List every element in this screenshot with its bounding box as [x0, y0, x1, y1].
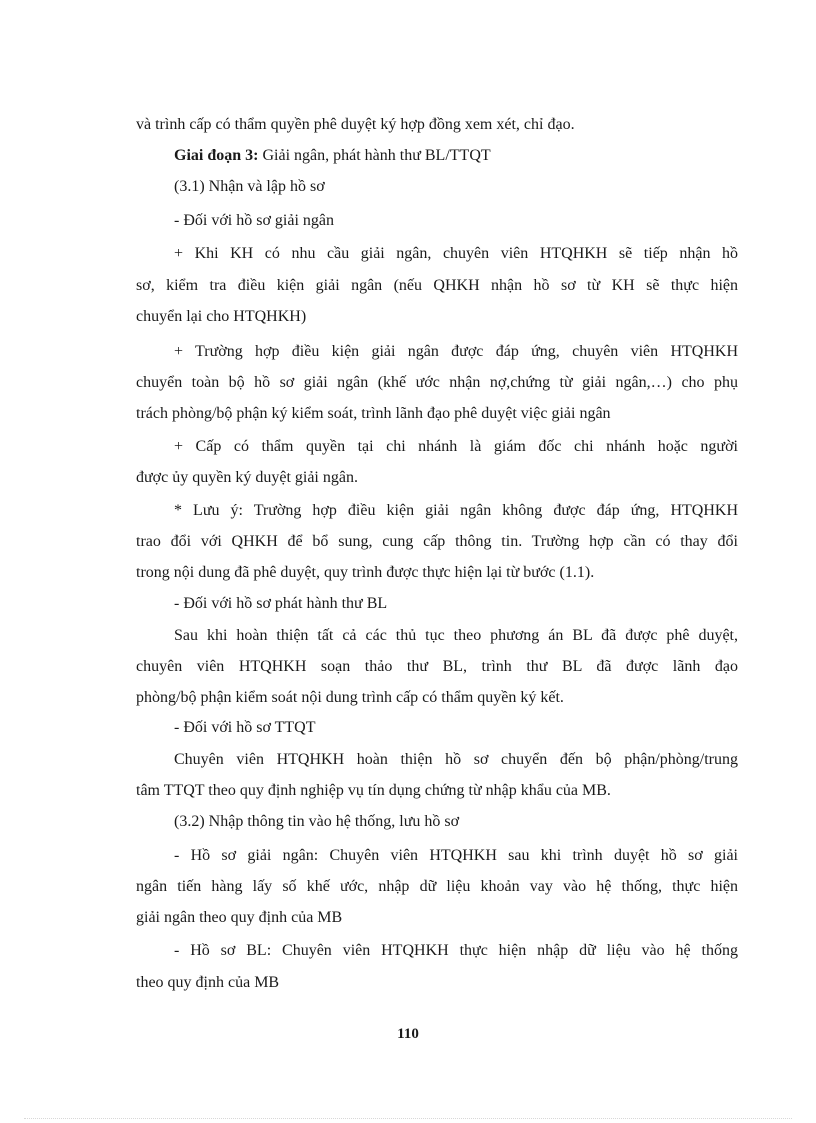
page-number: 110: [397, 1026, 419, 1042]
text-line: chuyên viên HTQHKH soạn thảo thư BL, trình thư BL đã được lãnh đạo: [136, 658, 738, 675]
text-line: Sau khi hoàn thiện tất cả các thủ tục theo phương án BL đã được phê duyệt,: [174, 627, 738, 644]
text-line: chuyển lại cho HTQHKH): [136, 308, 307, 325]
list-item: - Đối với hồ sơ TTQT: [174, 719, 316, 736]
text-line: Chuyên viên HTQHKH hoàn thiện hồ sơ chuyển đến bộ phận/phòng/trung: [174, 751, 738, 768]
stage-label: Giai đoạn 3:: [174, 147, 259, 164]
list-item: - Đối với hồ sơ phát hành thư BL: [174, 595, 388, 612]
text-line: được ủy quyền ký duyệt giải ngân.: [136, 469, 358, 486]
text-line: + Trường hợp điều kiện giải ngân được đáp ứng, chuyên viên HTQHKH: [174, 343, 738, 360]
page-divider: [24, 1118, 792, 1119]
text-line: trong nội dung đã phê duyệt, quy trình được thực hiện lại từ bước (1.1).: [136, 564, 595, 581]
list-item: - Đối với hồ sơ giải ngân: [174, 212, 335, 229]
text-line: tâm TTQT theo quy định nghiệp vụ tín dụng chứng từ nhập khẩu của MB.: [136, 782, 611, 799]
text-line: chuyển toàn bộ hồ sơ giải ngân (khế ước nhận nợ,chứng từ giải ngân,…) cho phụ: [136, 374, 738, 391]
text-line: và trình cấp có thẩm quyền phê duyệt ký hợp đồng xem xét, chỉ đạo.: [136, 116, 575, 133]
text-line: phòng/bộ phận kiểm soát nội dung trình cấp có thẩm quyền ký kết.: [136, 689, 564, 706]
section-heading: (3.1) Nhận và lập hồ sơ: [174, 178, 325, 195]
stage-heading: [174, 146, 738, 166]
text-line: trao đổi với QHKH để bổ sung, cung cấp thông tin. Trường hợp cần có thay đổi: [136, 533, 738, 550]
list-item: - Hồ sơ BL: Chuyên viên HTQHKH thực hiện nhập dữ liệu vào hệ thống: [174, 942, 738, 959]
text-line: giải ngân theo quy định của MB: [136, 909, 343, 926]
text-line: sơ, kiểm tra điều kiện giải ngân (nếu QHKH nhận hồ sơ từ KH sẽ thực hiện: [136, 277, 738, 294]
note-line: * Lưu ý: Trường hợp điều kiện giải ngân không được đáp ứng, HTQHKH: [174, 502, 738, 519]
text-line: + Khi KH có nhu cầu giải ngân, chuyên viên HTQHKH sẽ tiếp nhận hồ: [174, 245, 738, 262]
text-line: trách phòng/bộ phận ký kiểm soát, trình lãnh đạo phê duyệt việc giải ngân: [136, 405, 611, 422]
section-heading: (3.2) Nhập thông tin vào hệ thống, lưu hồ sơ: [174, 813, 460, 830]
list-item: - Hồ sơ giải ngân: Chuyên viên HTQHKH sau khi trình duyệt hồ sơ giải: [174, 847, 738, 864]
stage-title: Giải ngân, phát hành thư BL/TTQT: [262, 147, 491, 164]
text-line: ngân tiến hàng lấy số khế ước, nhập dữ liệu khoản vay vào hệ thống, thực hiện: [136, 878, 738, 895]
text-line: + Cấp có thẩm quyền tại chi nhánh là giám đốc chi nhánh hoặc người: [174, 438, 738, 455]
text-line: theo quy định của MB: [136, 974, 280, 991]
